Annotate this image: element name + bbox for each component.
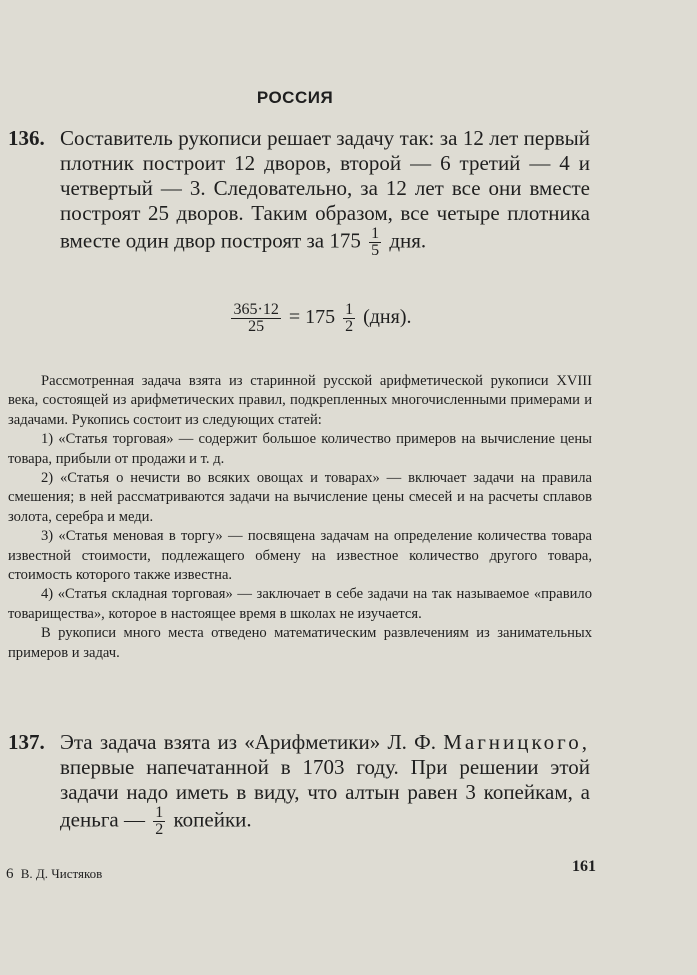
author-name-spaced: Магницкого, [443, 730, 591, 754]
formula-fraction [231, 302, 280, 335]
fraction-numerator: 1 [371, 225, 380, 242]
formula [0, 302, 640, 335]
problem-text [60, 730, 590, 838]
problem-136 [8, 126, 590, 259]
note-paragraph: В рукописи много места отведено математическим развлечениям из занимательных примеров и задач. [8, 625, 592, 661]
section-heading: РОССИЯ [256, 88, 334, 107]
footer-author: В. Д. Чистяков [20, 866, 103, 881]
formula-unit: (дня). [363, 306, 412, 329]
formula-numerator: 365·12 [233, 301, 279, 318]
fraction-numerator: 1 [155, 804, 164, 821]
note-paragraph: 4) «Статья складная торговая» — заключает в себе задачи на так называемое «правило товарищества», которое в настоящее время в школах не изучается. [8, 586, 592, 622]
commentary-note [8, 372, 592, 663]
problem-text-a: Эта задача взята из «Арифметики» Л. Ф. [60, 730, 436, 754]
note-paragraph: 1) «Статья торговая» — содержит большое количество примеров на вычисление цены товара, прибыли от продажи и т. д. [8, 431, 592, 467]
problem-137 [8, 730, 590, 838]
problem-text-b: впервые напечатанной в 1703 году. При решении этой задачи надо иметь в виду, что алтын равен 3 копейкам, а деньга — [60, 755, 590, 832]
problem-number: 137. [8, 730, 45, 754]
footer-signature [6, 866, 102, 883]
fraction [153, 805, 165, 838]
half-numerator: 1 [345, 301, 354, 318]
problem-text-end: дня. [389, 228, 427, 253]
formula-denominator: 25 [248, 318, 265, 335]
formula-equals: = 175 [288, 306, 336, 329]
note-paragraph: Рассмотренная задача взята из старинной русской арифметической рукописи XVIII века, состоящей из арифметических правил, подкрепленных многочисленными примерами и задачами. Рукопись состоит из следующих статей: [8, 373, 592, 428]
page-number: 161 [572, 858, 596, 875]
note-paragraph: 2) «Статья о нечисти во всяких овощах и товарах» — включает задачи на правила смешения; в ней рассматриваются задачи на вычисление цены смесей и на расчеты сплавов золота, серебра и меди. [8, 470, 592, 525]
note-paragraph: 3) «Статья меновая в торгу» — посвящена задачам на определение количества товара известной стоимости, подлежащего обмену на известное количество другого товара, стоимость которого также известна. [8, 528, 592, 584]
fraction-denominator: 2 [155, 821, 164, 838]
problem-text-main: Составитель рукописи решает задачу так: за 12 лет первый плотник построит 12 дворов, второй — 6 третий — 4 и четвертый — 3. Следовательно, за 12 лет все они вместе построят 25 дворов. Таким образом, все четыре плотника вместе один двор построят за 175 [60, 126, 590, 253]
formula-half [343, 302, 355, 335]
half-denominator: 2 [345, 318, 354, 335]
signature-number: 6 [6, 866, 14, 882]
fraction-denominator: 5 [371, 242, 380, 259]
problem-number: 136. [8, 126, 45, 150]
problem-text [60, 126, 590, 259]
fraction [369, 226, 381, 259]
problem-text-c: копейки. [173, 807, 252, 832]
